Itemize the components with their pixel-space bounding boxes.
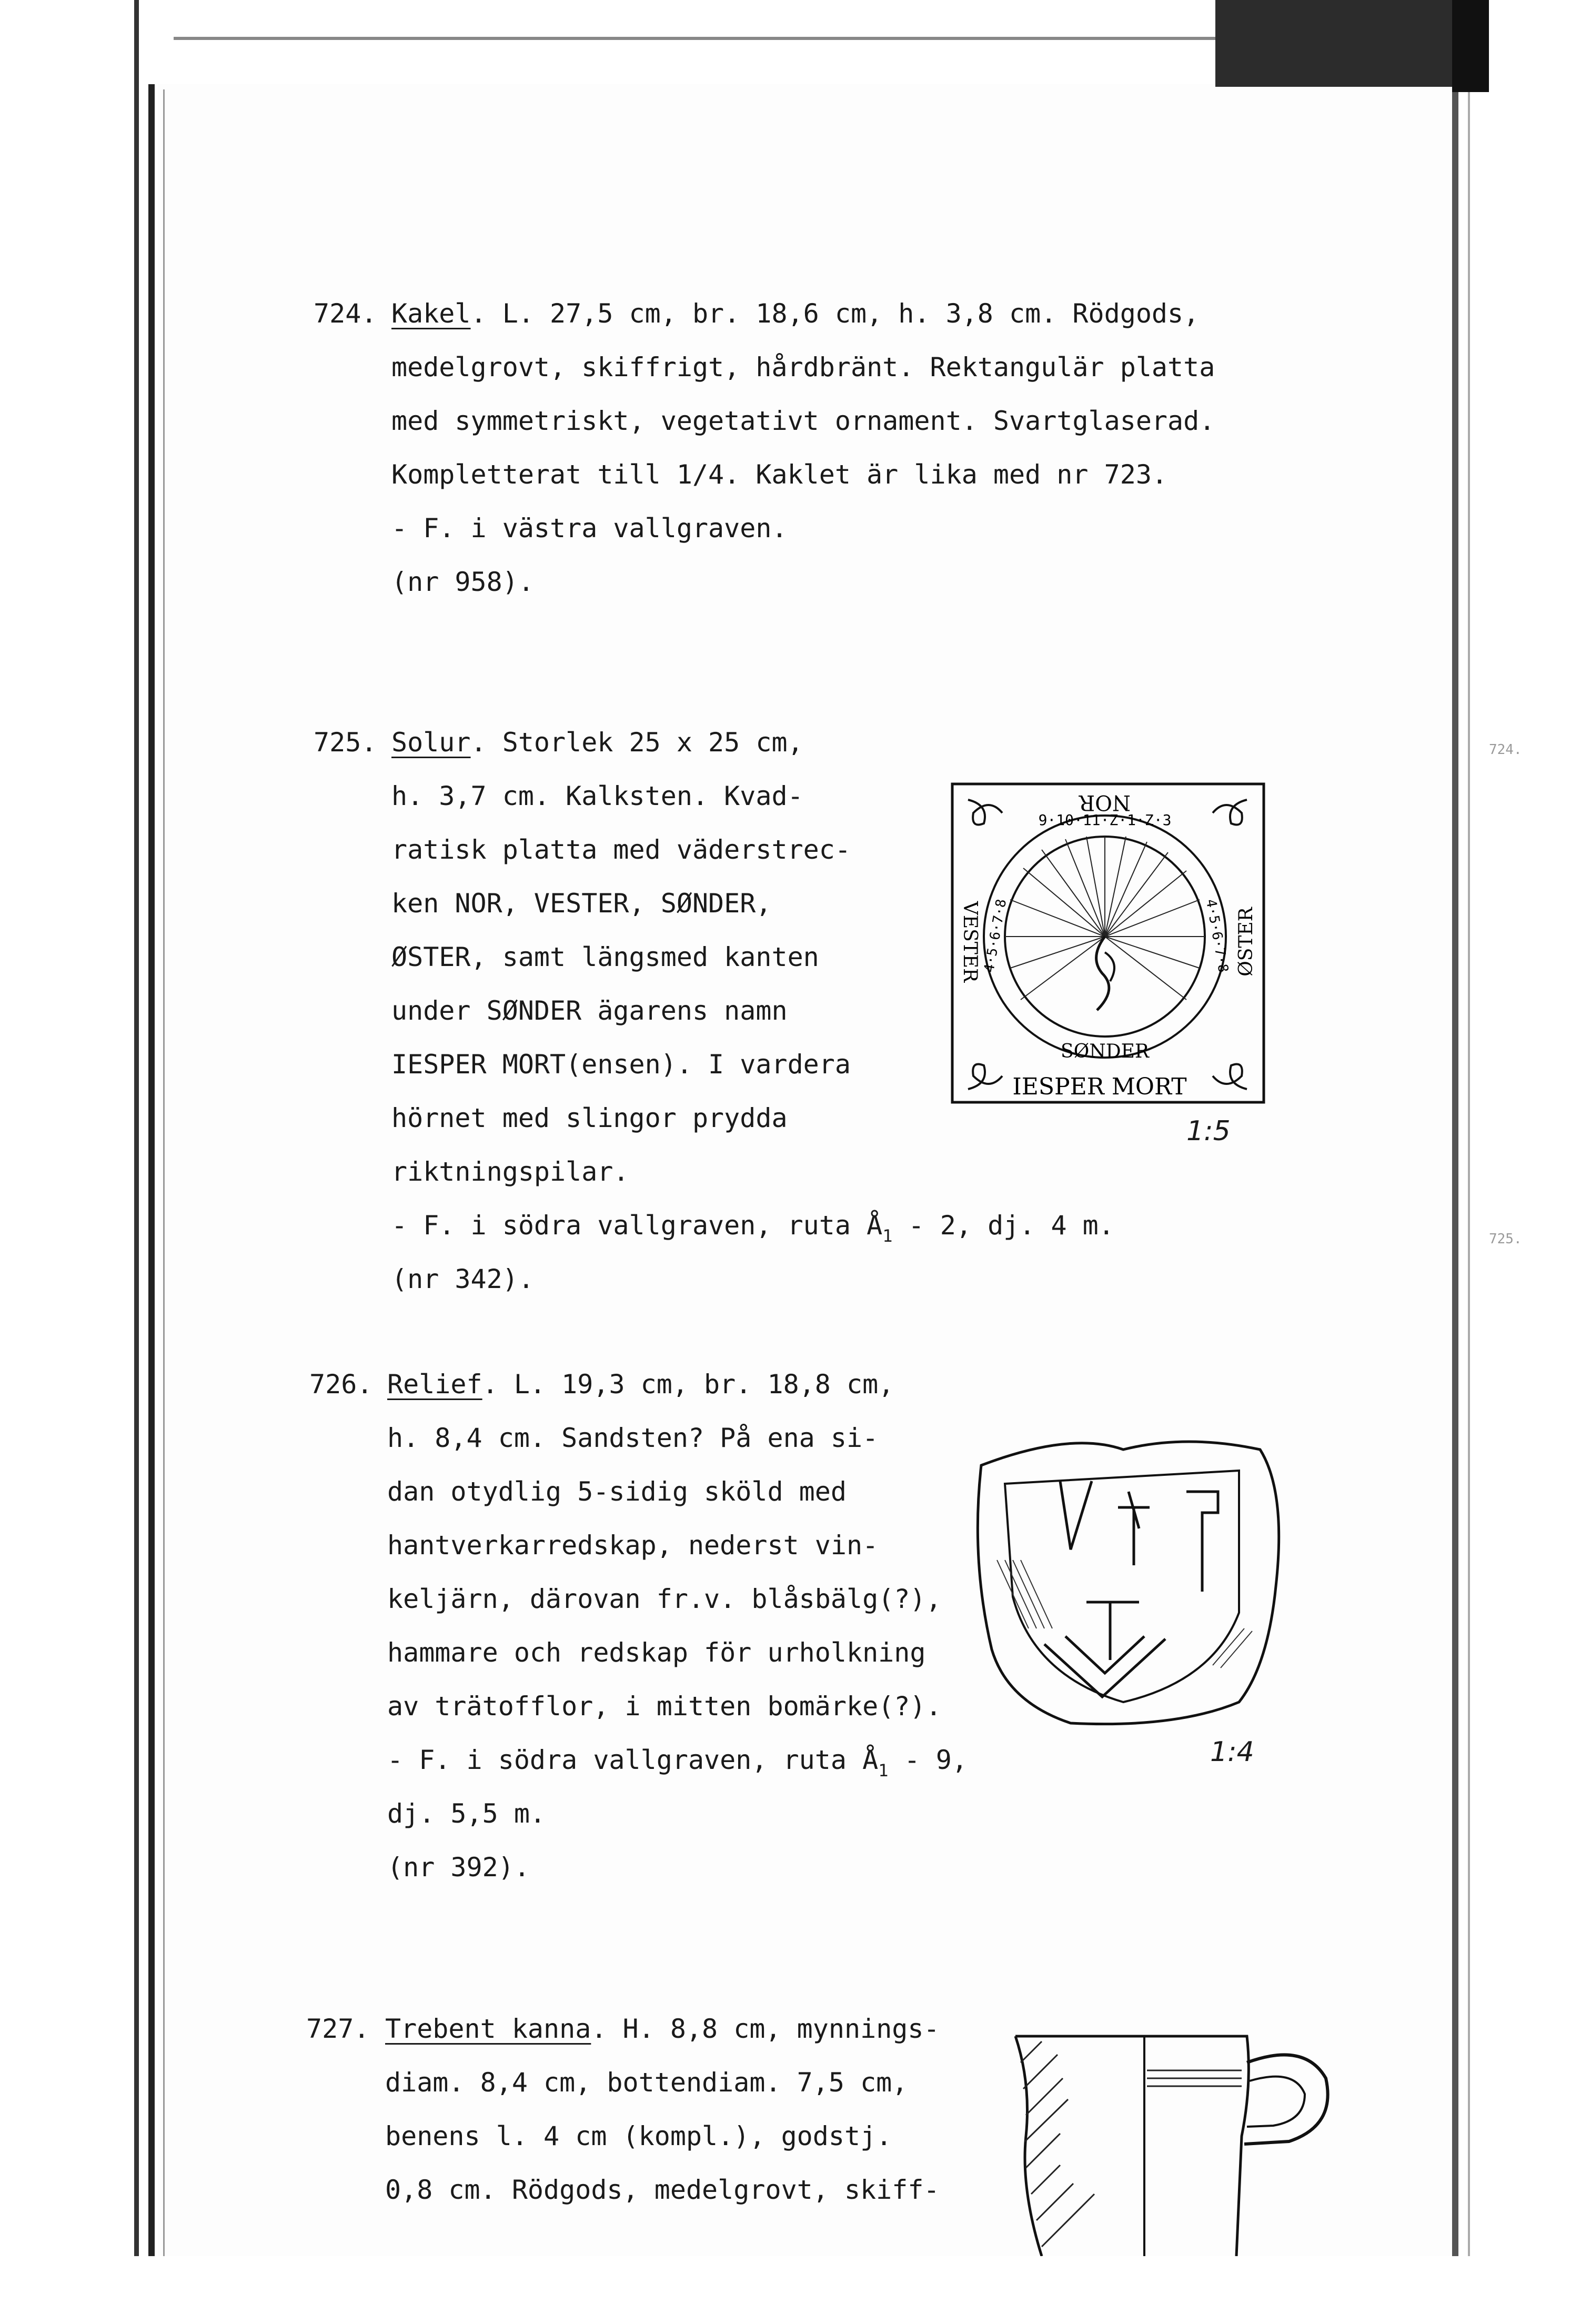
bleed-through-text: 724. [1489,742,1522,758]
subscript: 1 [882,1226,893,1246]
entry-line: diam. 8,4 cm, bottendiam. 7,5 cm, [385,2067,908,2098]
sundial-svg [947,779,1273,1115]
entry-line: . L. 27,5 cm, br. 18,6 cm, h. 3,8 cm. Rödgods, [470,298,1200,329]
catalog-entry-724 [314,287,1215,716]
entry-findspot [387,1733,968,1790]
relief-drawing [965,1428,1292,1736]
entry-line: riktningspilar. [391,1156,629,1187]
findspot-text-end: - 9, [888,1745,968,1775]
entry-number: 727. [306,2014,370,2044]
entry-line: . H. 8,8 cm, mynnings- [591,2014,940,2044]
sundial-label-oster: ØSTER [1235,907,1257,977]
entry-line: hantverkarredskap, nederst vin- [387,1530,879,1561]
entry-line: . L. 19,3 cm, br. 18,8 cm, [482,1369,894,1400]
entry-line: under SØNDER ägarens namn [391,995,788,1026]
sundial-drawing [947,779,1273,1118]
entry-title: Solur [391,727,471,758]
jug-profile-right [1015,2036,1248,2256]
entry-first-line [391,716,803,769]
index-tab-shadow [1452,0,1489,92]
entry-line: 0,8 cm. Rödgods, medelgrovt, skiff- [385,2175,940,2205]
entry-title: Trebent kanna [385,2014,591,2044]
entry-findspot: - F. i västra vallgraven. [391,513,788,544]
entry-line: . Storlek 25 x 25 cm, [470,727,803,758]
entry-line: IESPER MORT(ensen). I vardera [391,1049,851,1080]
sundial-hours-right: 4·5·6·7·8 [1202,898,1231,974]
entry-line: medelgrovt, skiffrigt, hårdbränt. Rektangulär platta [391,352,1215,383]
entry-line: av trätofflor, i mitten bomärke(?). [387,1691,942,1722]
entry-first-line [391,287,1199,340]
entry-first-line [387,1357,894,1411]
entry-line: h. 3,7 cm. Kalksten. Kvad- [391,781,803,811]
entry-number: 726. [309,1369,373,1400]
entry-line: keljärn, därovan fr.v. blåsbälg(?), [387,1584,942,1614]
entry-reference: (nr 392). [387,1852,530,1883]
entry-number: 724. [314,298,377,329]
entry-line: dan otydlig 5-sidig sköld med [387,1476,847,1507]
sundial-label-vester: VESTER [959,901,981,983]
sundial-owner-name: IESPER MORT [1012,1073,1187,1100]
jug-drawing [1010,2031,1347,2258]
relief-shield [1005,1471,1239,1702]
entry-title: Relief [387,1369,482,1400]
index-tab [1215,0,1489,87]
binder-edge [134,0,139,2256]
relief-hatching [997,1560,1252,1668]
entry-line: ØSTER, samt längsmed kanten [391,942,819,972]
relief-scale: 1:4 [1210,1736,1254,1768]
entry-title: Kakel [391,298,471,329]
page-right-edge [1452,89,1458,2256]
jug-profile-left [1015,2036,1042,2256]
page-inner-edge [163,89,165,2256]
entry-line: Kompletterat till 1/4. Kaklet är lika med nr 723. [391,459,1168,490]
entry-line: hammare och redskap för urholkning [387,1637,926,1668]
entry-number: 725. [314,727,377,758]
sundial-scale: 1:5 [1186,1115,1231,1147]
sundial-label-nor: NOR [1079,790,1131,814]
sundial-hours-left: 4·5·6·7·8 [981,898,1010,974]
findspot-text-end: - 2, dj. 4 m. [892,1210,1114,1241]
jug-rim-lines [1147,2070,1242,2086]
jug-handle-inner [1247,2077,1305,2127]
page-stack-edge [148,84,155,2256]
findspot-text: - F. i södra vallgraven, ruta Å [387,1745,879,1775]
page-right-edge-2 [1468,89,1470,2256]
entry-line: med symmetriskt, vegetativt ornament. Svartglaserad. [391,406,1215,436]
subscript: 1 [878,1760,889,1780]
entry-line: h. 8,4 cm. Sandsten? På ena si- [387,1423,879,1453]
entry-first-line [385,2002,940,2056]
sundial-center-knot [1096,937,1109,1010]
relief-svg [965,1428,1292,1734]
findspot-text: - F. i södra vallgraven, ruta Å [391,1210,883,1241]
entry-reference: (nr 342). [391,1264,534,1294]
entry-line: dj. 5,5 m. [387,1798,546,1829]
relief-tools [1044,1481,1218,1697]
entry-line: hörnet med slingor prydda [391,1103,788,1133]
page-top-edge [174,37,1252,40]
entry-line: ratisk platta med väderstrec- [391,834,851,865]
entry-line: ken NOR, VESTER, SØNDER, [391,888,772,919]
bleed-through-text: 725. [1489,1231,1522,1247]
entry-findspot [391,1199,1114,1255]
jug-handle [1244,2055,1328,2144]
jug-svg [1010,2031,1347,2256]
sundial-hours-top: 9·10·11·Z·1·Z·3 [1038,811,1172,829]
catalog-entry-726 [309,1357,968,2001]
sundial-label-sonder: SØNDER [1061,1041,1149,1062]
entry-reference: (nr 958). [391,567,534,597]
entry-line: benens l. 4 cm (kompl.), godstj. [385,2121,892,2151]
catalog-entry-727 [306,2002,940,2324]
